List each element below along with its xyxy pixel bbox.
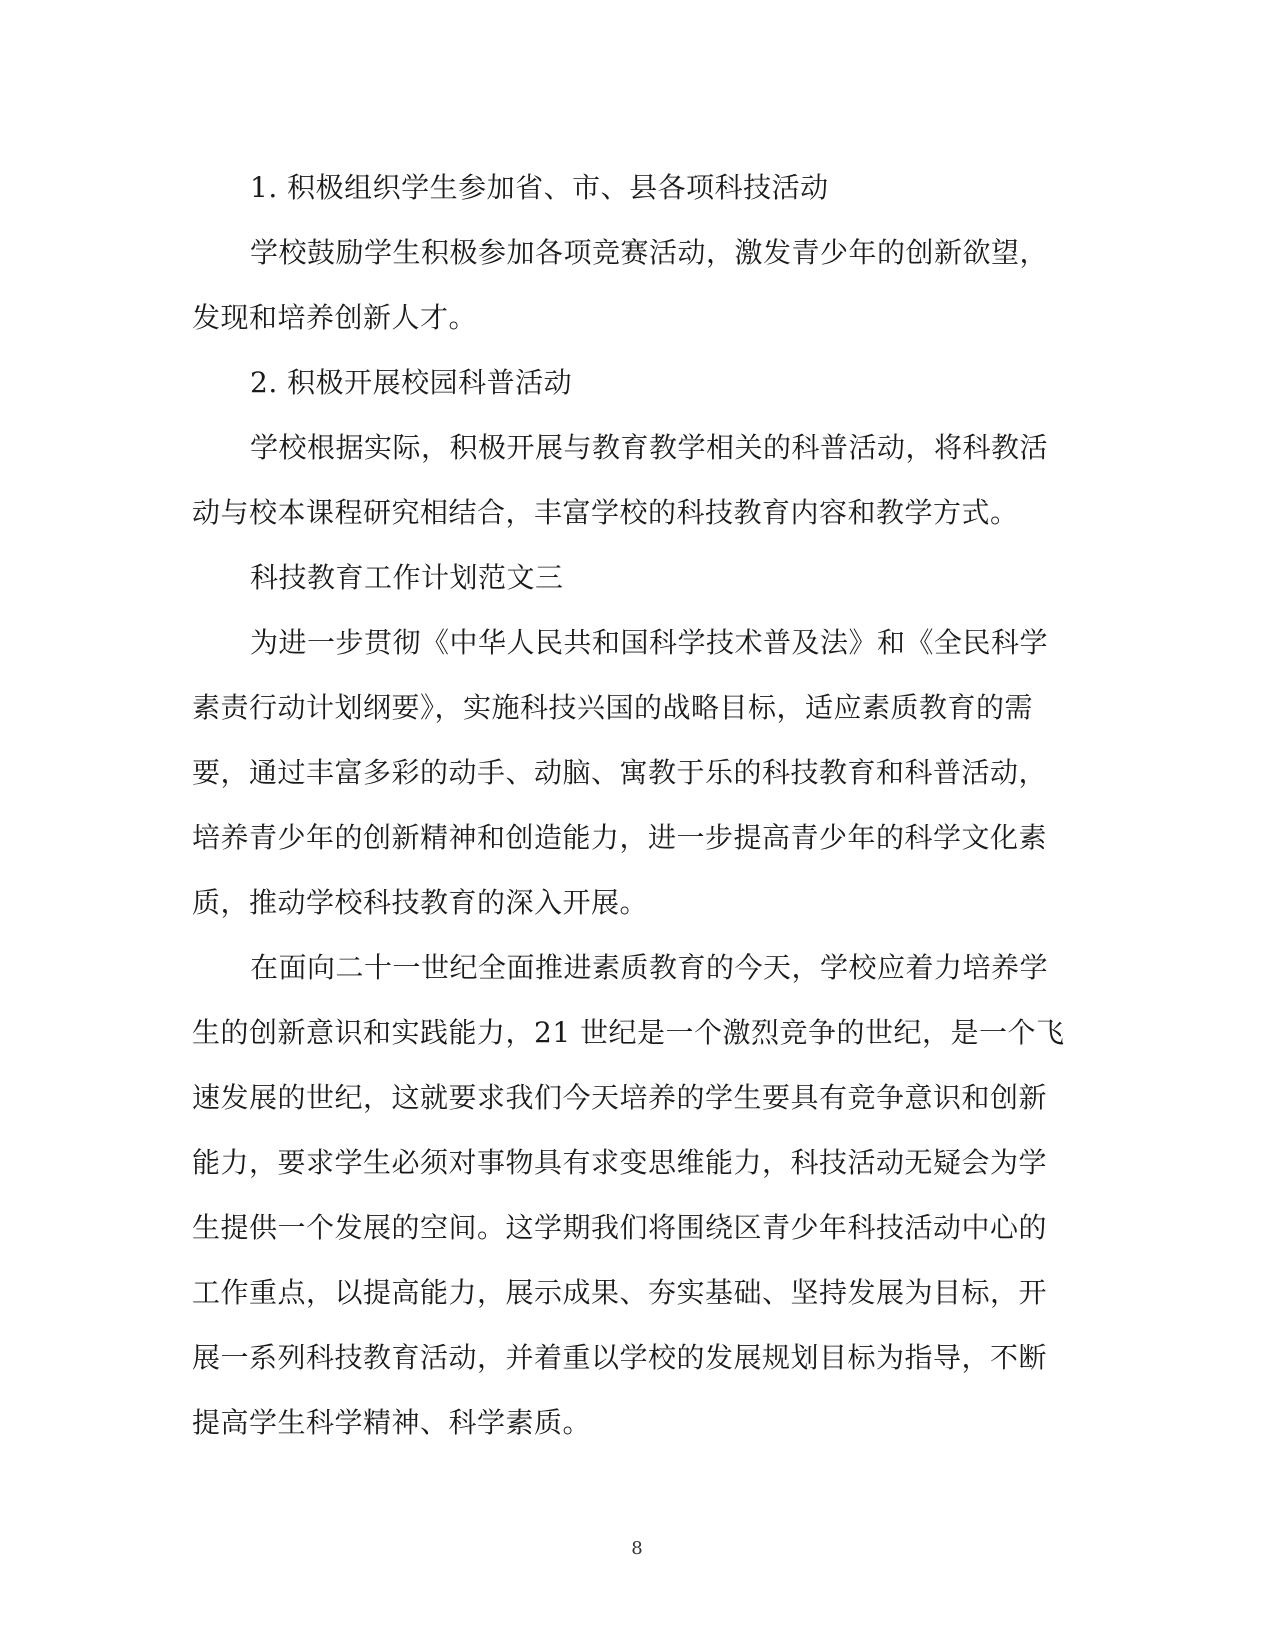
paragraph-line: 工作重点，以提高能力，展示成果、夯实基础、坚持发展为目标，开	[192, 1276, 1048, 1309]
paragraph-line: 能力，要求学生必须对事物具有求变思维能力，科技活动无疑会为学	[192, 1146, 1048, 1179]
paragraph-line: 动与校本课程研究相结合，丰富学校的科技教育内容和教学方式。	[192, 496, 1019, 529]
paragraph-line: 生提供一个发展的空间。这学期我们将围绕区青少年科技活动中心的	[192, 1211, 1048, 1244]
paragraph-line: 质，推动学校科技教育的深入开展。	[192, 886, 649, 919]
paragraph-line: 为进一步贯彻《中华人民共和国科学技术普及法》和《全民科学	[250, 626, 1049, 659]
paragraph-line: 要，通过丰富多彩的动手、动脑、寓教于乐的科技教育和科普活动，	[192, 756, 1048, 789]
paragraph-line: 学校鼓励学生积极参加各项竞赛活动，激发青少年的创新欲望，	[250, 236, 1049, 269]
paragraph-line: 提高学生科学精神、科学素质。	[192, 1406, 592, 1439]
heading-item-2: 2. 积极开展校园科普活动	[250, 366, 573, 399]
section-title: 科技教育工作计划范文三	[250, 561, 564, 594]
paragraph-line: 培养青少年的创新精神和创造能力，进一步提高青少年的科学文化素	[192, 821, 1048, 854]
paragraph-line: 发现和培养创新人才。	[192, 301, 478, 334]
page-number: 8	[631, 1538, 643, 1559]
paragraph-line: 速发展的世纪，这就要求我们今天培养的学生要具有竞争意识和创新	[192, 1081, 1048, 1114]
paragraph-line: 学校根据实际，积极开展与教育教学相关的科普活动，将科教活	[250, 431, 1049, 464]
heading-item-1: 1. 积极组织学生参加省、市、县各项科技活动	[250, 171, 829, 204]
paragraph-line: 素责行动计划纲要》，实施科技兴国的战略目标，适应素质教育的需	[192, 691, 1034, 724]
paragraph-line: 展一系列科技教育活动，并着重以学校的发展规划目标为指导，不断	[192, 1341, 1048, 1374]
paragraph-line: 生的创新意识和实践能力，21 世纪是一个激烈竞争的世纪，是一个飞	[192, 1016, 1065, 1049]
document-body	[192, 155, 1072, 1455]
paragraph-line: 在面向二十一世纪全面推进素质教育的今天，学校应着力培养学	[250, 951, 1049, 984]
